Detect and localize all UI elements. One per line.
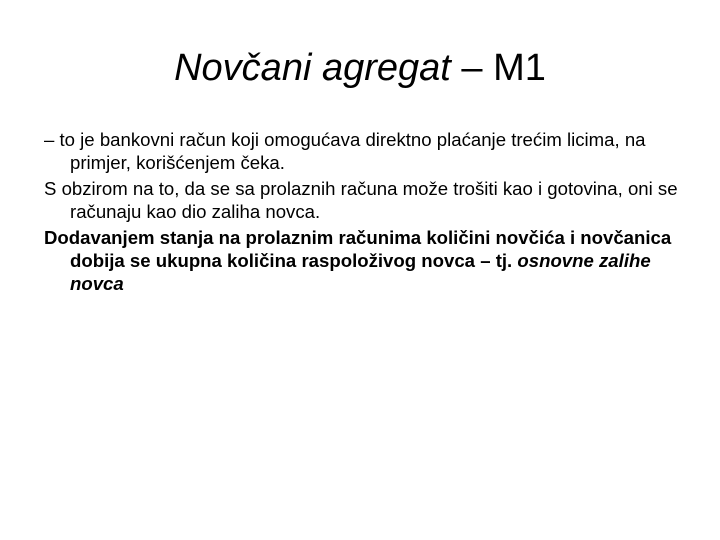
paragraph-definition: – to je bankovni račun koji omogućava direktno plaćanje trećim licima, na primjer, korišćenjem čeka. (44, 129, 646, 173)
slide-title (0, 44, 720, 92)
slide-title-suffix: – M1 (450, 47, 546, 89)
paragraph-conclusion-bold: Dodavanjem stanja na prolaznim računima količini novčića i novčanica dobija se ukupna količina raspoloživog novca – tj. (44, 227, 672, 271)
paragraph-conclusion-emphasis: osnovne zalihe novca (70, 250, 651, 294)
paragraph-conclusion (44, 226, 684, 295)
slide-title-italic: Novčani agregat (174, 47, 451, 89)
paragraph-explanation: S obzirom na to, da se sa prolaznih računa može trošiti kao i gotovina, oni se računaju kao dio zaliha novca. (44, 178, 678, 222)
slide-body (44, 128, 684, 298)
